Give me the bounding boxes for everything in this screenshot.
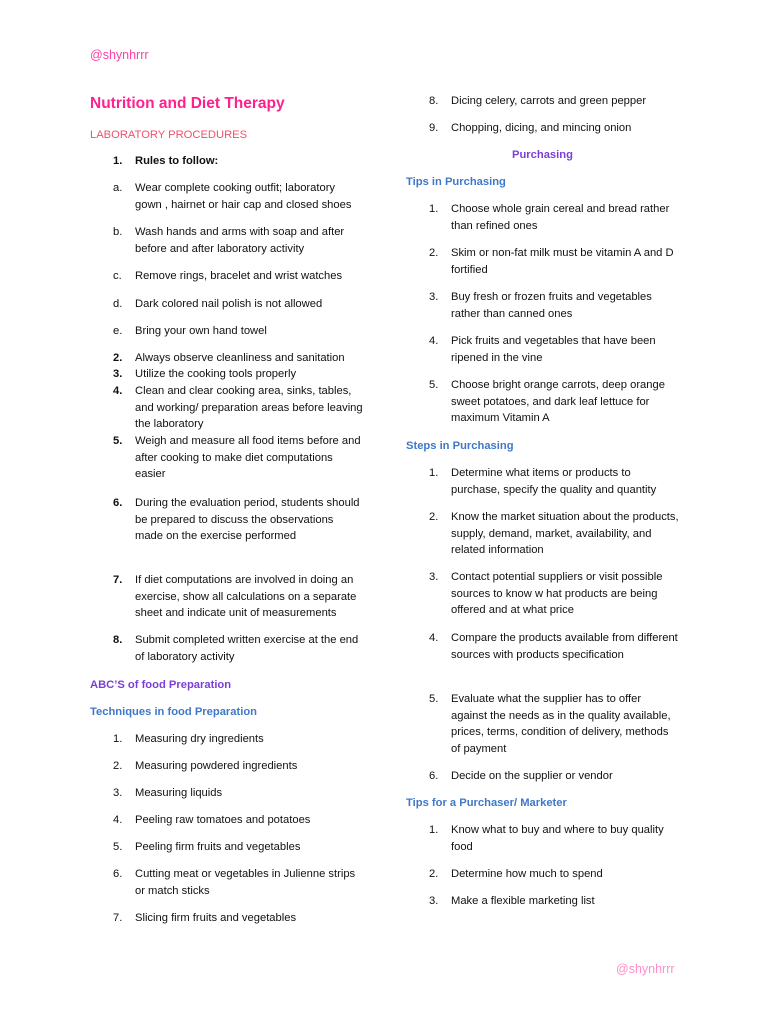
page-title: Nutrition and Diet Therapy — [90, 95, 285, 112]
list-marker: 9. — [429, 122, 439, 134]
list-item — [113, 180, 363, 213]
list-item-text: Make a flexible marketing list — [451, 895, 595, 907]
list-item-text: Choose whole grain cereal and bread rather than refined ones — [451, 203, 670, 232]
list-item — [429, 120, 679, 137]
list-marker: c. — [113, 270, 122, 282]
list-item-text: Buy fresh or frozen fruits and vegetables rather than canned ones — [451, 291, 652, 320]
list-item-text: Determine how much to spend — [451, 868, 603, 880]
list-item-text: Submit completed written exercise at the end of laboratory activity — [135, 634, 359, 663]
list-marker: 8. — [113, 634, 123, 646]
list-item — [113, 383, 363, 433]
list-item-text: Measuring liquids — [135, 787, 223, 799]
list-marker: 2. — [429, 247, 439, 259]
techniques-heading: Techniques in food Preparation — [90, 706, 257, 718]
list-marker: 7. — [113, 574, 123, 586]
list-item-text: Choose bright orange carrots, deep orange sweet potatoes, and dark leaf lettuce for maximum Vitamin A — [451, 379, 665, 425]
list-marker: 3. — [429, 571, 439, 583]
list-marker: 5. — [113, 435, 123, 447]
list-marker: a. — [113, 182, 123, 194]
list-item — [429, 245, 679, 278]
list-item — [429, 201, 679, 234]
list-item — [113, 731, 363, 748]
list-item — [429, 630, 679, 663]
list-item-text: Always observe cleanliness and sanitation — [135, 352, 345, 364]
list-item — [429, 768, 679, 785]
list-item — [113, 296, 363, 313]
list-item-text: Skim or non-fat milk must be vitamin A and D fortified — [451, 247, 674, 276]
list-item-text: Contact potential suppliers or visit possible sources to know w hat products are being offered and at what price — [451, 571, 663, 617]
list-marker: 3. — [429, 291, 439, 303]
list-item — [113, 785, 363, 802]
list-marker: 2. — [113, 352, 123, 364]
list-item — [113, 495, 363, 545]
list-marker: e. — [113, 325, 123, 337]
list-marker: d. — [113, 298, 123, 310]
list-item-text: Peeling raw tomatoes and potatoes — [135, 814, 311, 826]
list-item-text: Wash hands and arms with soap and after before and after laboratory activity — [135, 226, 345, 255]
lab-procedures-heading: LABORATORY PROCEDURES — [90, 129, 248, 141]
list-item — [113, 866, 363, 899]
tips-purchasing-heading: Tips in Purchasing — [406, 176, 506, 188]
list-item-text: Evaluate what the supplier has to offer against the needs as in the quality available, prices, terms, condition of delivery, methods of payment — [451, 693, 671, 755]
list-item — [113, 572, 363, 622]
list-item — [429, 333, 679, 366]
list-item-text: If diet computations are involved in doing an exercise, show all calculations on a separate sheet and indicate unit of measurements — [135, 574, 357, 620]
list-marker: 6. — [113, 497, 123, 509]
list-item — [429, 465, 679, 498]
list-item — [113, 910, 363, 927]
list-item-text: Wear complete cooking outfit; laboratory gown , hairnet or hair cap and closed shoes — [135, 182, 352, 211]
abc-heading: ABC’S of food Preparation — [90, 679, 232, 691]
list-item — [429, 377, 679, 427]
list-marker: 6. — [113, 868, 123, 880]
list-item — [113, 433, 363, 483]
list-marker: 1. — [429, 203, 439, 215]
list-marker: 2. — [113, 760, 123, 772]
list-marker: 4. — [113, 385, 123, 397]
purchasing-heading: Purchasing — [512, 149, 573, 161]
list-marker: 1. — [429, 467, 439, 479]
steps-heading: Steps in Purchasing — [406, 440, 514, 452]
list-marker: 8. — [429, 95, 439, 107]
list-item-text: Determine what items or products to purchase, specify the quality and quantity — [451, 467, 657, 496]
list-item — [429, 691, 679, 757]
list-item-text: Know what to buy and where to buy quality food — [451, 824, 664, 853]
list-marker: 4. — [429, 632, 439, 644]
list-item-text: Clean and clear cooking area, sinks, tables, and working/ preparation areas before leaving the laboratory — [135, 385, 363, 431]
list-marker: 1. — [113, 155, 123, 167]
list-item-text: Measuring powdered ingredients — [135, 760, 298, 772]
list-marker: 6. — [429, 770, 439, 782]
list-item-text: Peeling firm fruits and vegetables — [135, 841, 301, 853]
list-item — [429, 569, 679, 619]
list-item — [113, 812, 363, 829]
list-marker: 2. — [429, 868, 439, 880]
list-marker: 3. — [113, 787, 123, 799]
list-item-text: Pick fruits and vegetables that have been ripened in the vine — [451, 335, 656, 364]
list-item-text: Remove rings, bracelet and wrist watches — [135, 270, 343, 282]
list-marker: 5. — [113, 841, 123, 853]
list-item — [429, 93, 679, 110]
list-item — [429, 866, 679, 883]
list-item-text: Decide on the supplier or vendor — [451, 770, 613, 782]
list-marker: 1. — [113, 733, 123, 745]
author-handle-top: @shynhrrr — [90, 48, 149, 62]
list-marker: 4. — [113, 814, 123, 826]
list-item — [429, 289, 679, 322]
list-item-text: Know the market situation about the products, supply, demand, market, availability, and related information — [451, 511, 679, 557]
list-item — [113, 758, 363, 775]
list-item-text: Compare the products available from different sources with products specification — [451, 632, 678, 661]
list-item-text: Weigh and measure all food items before and after cooking to make diet computations easier — [135, 435, 361, 481]
list-item — [113, 632, 363, 665]
rules-heading — [113, 153, 363, 170]
list-item — [113, 224, 363, 257]
list-marker: 1. — [429, 824, 439, 836]
marketer-heading: Tips for a Purchaser/ Marketer — [406, 797, 567, 809]
list-item-text: Measuring dry ingredients — [135, 733, 264, 745]
list-item — [429, 509, 679, 559]
list-item-text: Bring your own hand towel — [135, 325, 267, 337]
list-item-text: Utilize the cooking tools properly — [135, 368, 297, 380]
list-marker: 5. — [429, 379, 439, 391]
list-marker: b. — [113, 226, 123, 238]
list-item-text: Cutting meat or vegetables in Julienne strips or match sticks — [135, 868, 356, 897]
list-item — [113, 350, 363, 367]
rules-heading-text: Rules to follow: — [135, 155, 219, 167]
list-item-text: Dark colored nail polish is not allowed — [135, 298, 323, 310]
list-item — [429, 893, 679, 910]
list-item — [429, 822, 679, 855]
list-marker: 2. — [429, 511, 439, 523]
list-item — [113, 839, 363, 856]
list-item-text: During the evaluation period, students should be prepared to discuss the observations made on the exercise performed — [135, 497, 360, 543]
list-marker: 7. — [113, 912, 123, 924]
list-marker: 3. — [113, 368, 123, 380]
list-item-text: Chopping, dicing, and mincing onion — [451, 122, 632, 134]
list-marker: 4. — [429, 335, 439, 347]
list-marker: 3. — [429, 895, 439, 907]
list-item-text: Dicing celery, carrots and green pepper — [451, 95, 647, 107]
list-item — [113, 323, 363, 340]
list-marker: 5. — [429, 693, 439, 705]
list-item — [113, 268, 363, 285]
list-item — [113, 366, 363, 383]
author-handle-bottom: @shynhrrr — [616, 962, 675, 976]
list-item-text: Slicing firm fruits and vegetables — [135, 912, 297, 924]
